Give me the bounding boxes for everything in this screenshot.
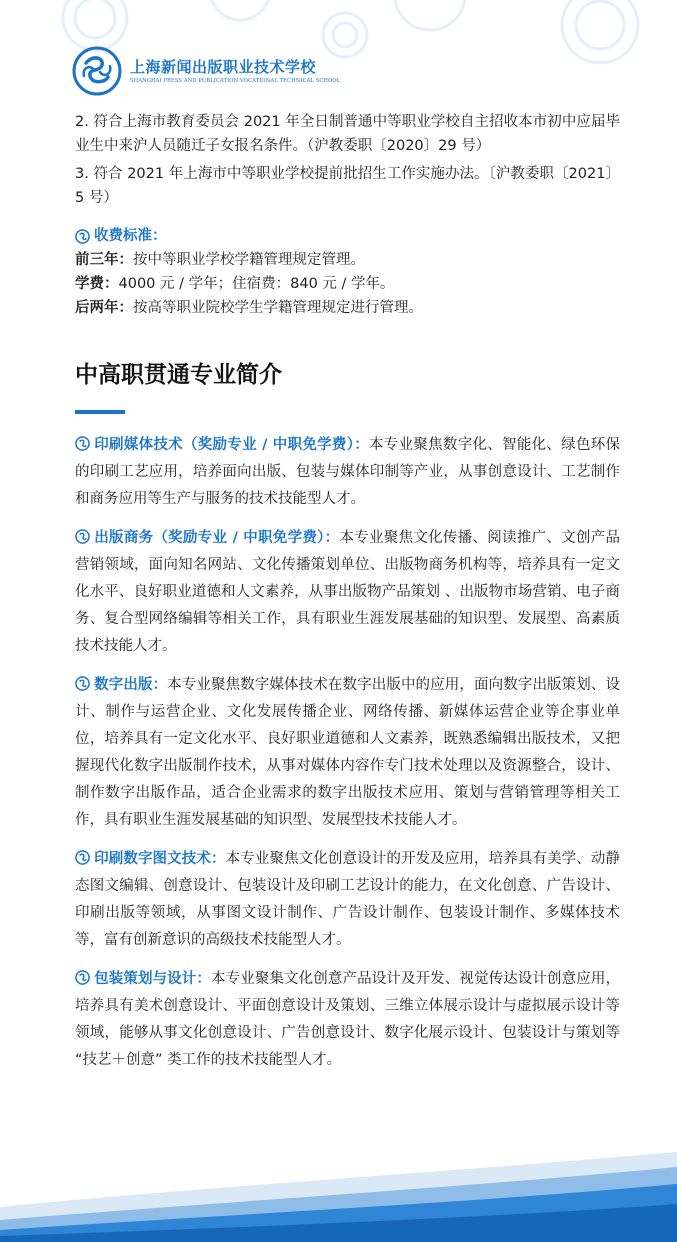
major-paragraph: [75, 672, 620, 834]
requirement-item: 2. 符合上海市教育委员会 2021 年全日制普通中等职业学校自主招收本市初中应届毕业生中来沪人员随迁子女报名条件。（沪教委职〔2020〕29 号）: [75, 114, 620, 154]
major-name: 出版商务（奖励专业 / 中职免学费）：: [94, 530, 340, 546]
major-desc: 本专业聚集文化创意产品设计及开发、视觉传达设计创意应用，培养具有美术创意设计、平面创意设计及策划、三维立体展示设计与虚拟展示设计等领域，能够从事文化创意设计、广告创意设计、数字化展示设计、包装设计与策划等 “技艺＋创意” 类工作的技术技能型人才。: [75, 971, 620, 1068]
major-paragraph: [75, 966, 620, 1074]
fee-row: [75, 272, 620, 296]
fee-row-text: 4000 元 / 学年；住宿费：840 元 / 学年。: [118, 276, 395, 292]
requirements-list: [75, 110, 620, 210]
flower-bullet-icon: [75, 436, 90, 451]
major-desc: 本专业聚焦文化传播、阅读推广、文创产品营销领域，面向知名网站、文化传播策划单位、出版物商务机构等，培养具有一定文化水平、良好职业道德和人文素养，从事出版物产品策划 、出版物市场营销、电子商务、复合型网络编辑等相关工作，具有职业生涯发展基础的知识型、发展型、高素质技术技能人才。: [75, 530, 621, 654]
fee-row-label: 前三年：: [75, 252, 133, 268]
school-header: [72, 46, 340, 96]
major-name: 包装策划与设计：: [94, 971, 211, 987]
major-item: [75, 672, 620, 834]
flower-bullet-icon: [75, 970, 90, 985]
school-name-en: SHANGHAI PRESS AND PUBLICATION VOCATIONAL TECHNICAL SCHOOL: [130, 78, 341, 84]
fee-row-text: 按高等职业院校学生学籍管理规定进行管理。: [133, 300, 423, 316]
fee-section: [75, 224, 620, 320]
flower-bullet-icon: [75, 529, 90, 544]
flower-bullet-icon: [75, 229, 90, 244]
fee-title-text: 收费标准：: [94, 228, 167, 244]
flower-bullet-icon: [75, 850, 90, 865]
major-name: 印刷数字图文技术：: [94, 851, 226, 867]
major-item: [75, 846, 620, 954]
major-paragraph: [75, 432, 620, 513]
major-paragraph: [75, 846, 620, 954]
major-item: [75, 525, 620, 660]
major-desc: 本专业聚焦数字媒体技术在数字出版中的应用，面向数字出版策划、设计、制作与运营企业、文化发展传播企业、网络传播、新媒体运营企业等企事业单位，培养具有一定文化水平、良好职业道德和人文素养，既熟悉编辑出版技术，又把握现代化数字出版制作技术，从事对媒体内容作专门技术处理以及资源整合，设计、制作数字出版作品，适合企业需求的数字出版技术应用、策划与营销管理等相关工作，具有职业生涯发展基础的知识型、发展型技术技能人才。: [75, 677, 621, 828]
section-underline: [75, 410, 125, 414]
fee-row-label: 后两年：: [75, 300, 133, 316]
major-item: [75, 432, 620, 513]
footer-wave-decoration: [0, 1132, 677, 1242]
major-paragraph: [75, 525, 620, 660]
fee-title: [75, 224, 620, 248]
fee-row-label: 学费：: [75, 276, 119, 292]
requirement-item: 3. 符合 2021 年上海市中等职业学校提前批招生工作实施办法。〔沪教委职〔2021〕5 号）: [75, 166, 620, 206]
school-logo-icon: [72, 46, 122, 96]
fee-row: [75, 296, 620, 320]
major-desc: 本专业聚焦数字化、智能化、绿色环保的印刷工艺应用，培养面向出版、包装与媒体印制等产业，从事创意设计、工艺制作和商务应用等生产与服务的技术技能型人才。: [75, 437, 621, 507]
fee-row: [75, 248, 620, 272]
main-content: [75, 110, 620, 1086]
major-name: 印刷媒体技术（奖励专业 / 中职免学费）：: [94, 437, 370, 453]
flower-bullet-icon: [75, 676, 90, 691]
major-name: 数字出版：: [94, 677, 168, 693]
section-title: 中高职贯通专业简介: [75, 362, 282, 388]
school-name-cn: 上海新闻出版职业技术学校: [130, 58, 317, 76]
major-desc: 本专业聚焦文化创意设计的开发及应用，培养具有美学、动静态图文编辑、创意设计、包装设计及印刷工艺设计的能力，在文化创意、广告设计、印刷出版等领域，从事图文设计制作、广告设计制作、包装设计制作、多媒体技术等，富有创新意识的高级技术技能型人才。: [75, 851, 621, 948]
fee-row-text: 按中等职业学校学籍管理规定管理。: [133, 252, 365, 268]
major-item: [75, 966, 620, 1074]
